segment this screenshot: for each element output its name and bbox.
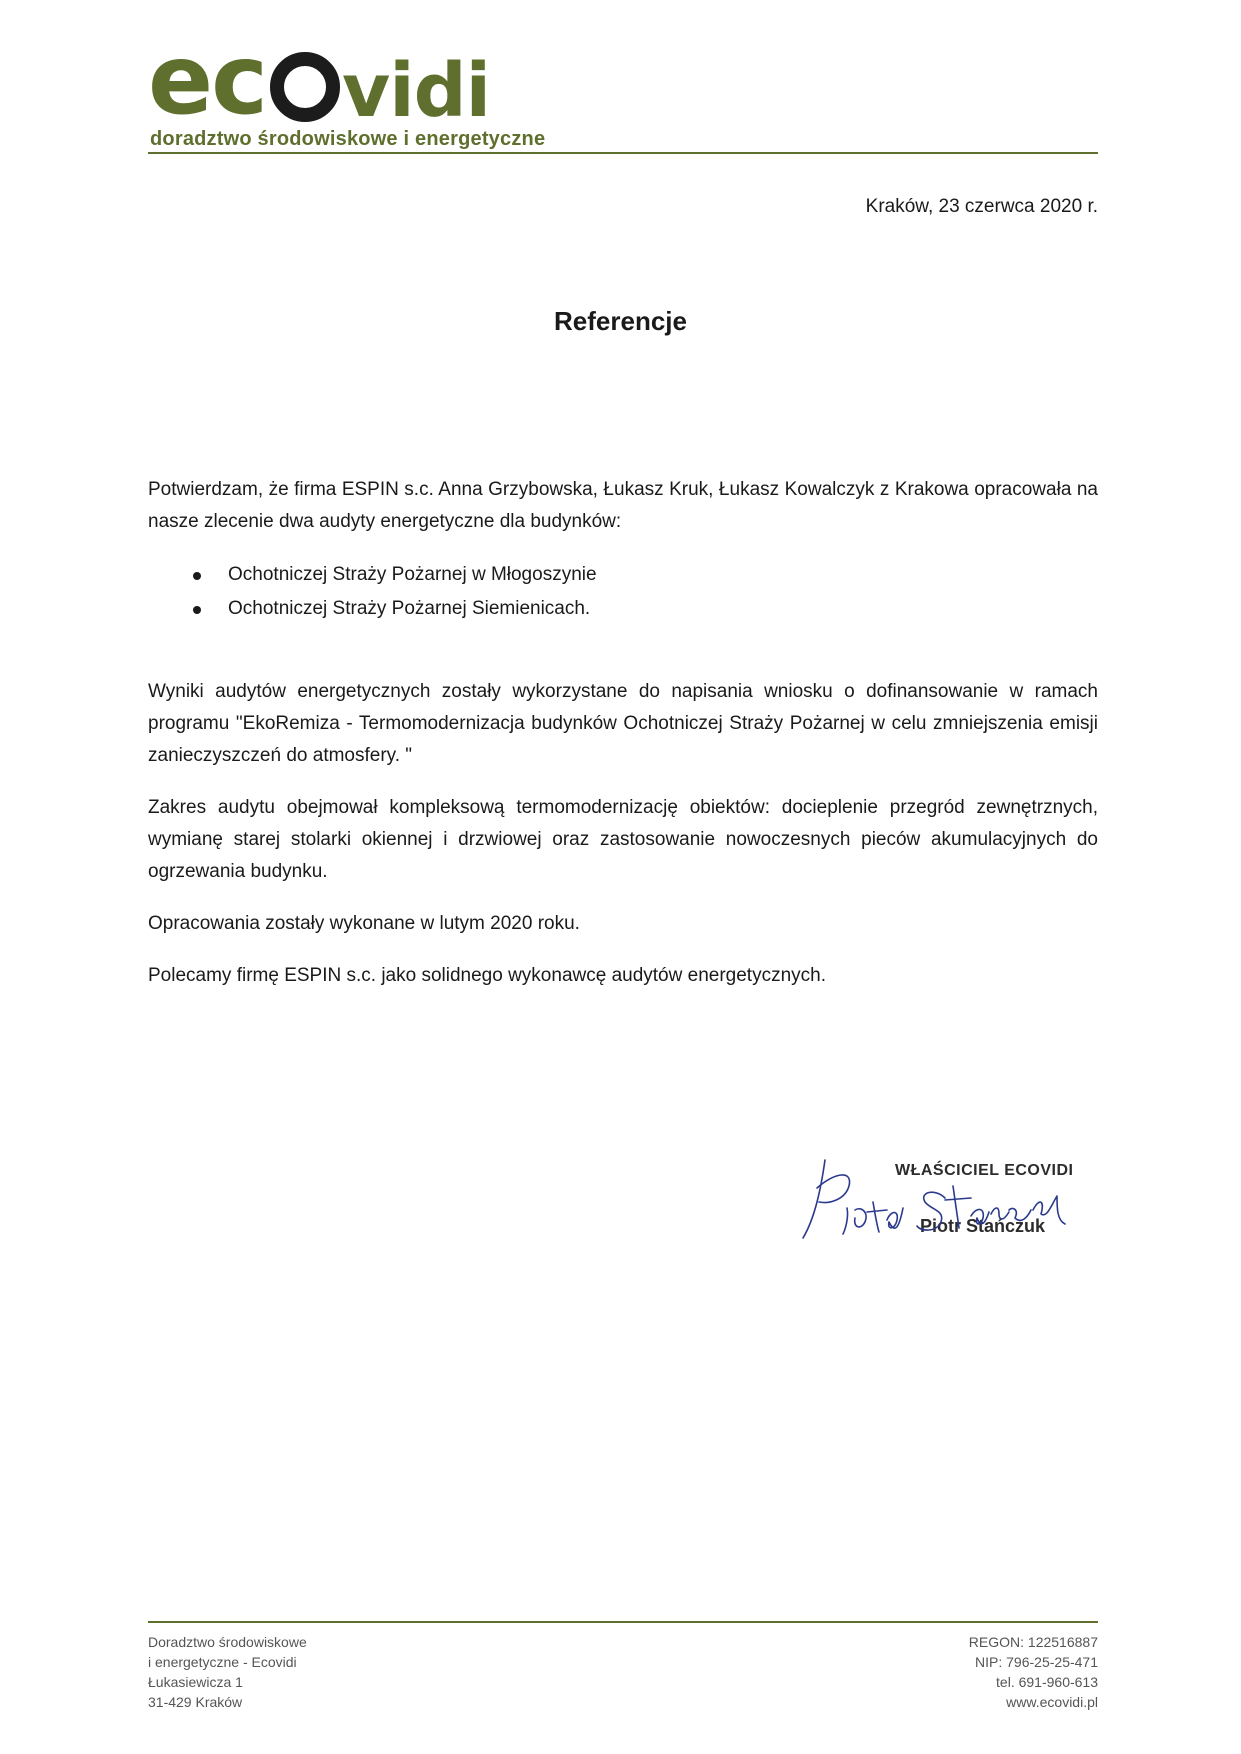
footer-line: 31-429 Kraków: [148, 1694, 243, 1710]
logo-eco-text: ec: [148, 24, 267, 136]
footer-line: i energetyczne - Ecovidi: [148, 1654, 297, 1670]
footer-phone: tel. 691-960-613: [996, 1674, 1098, 1690]
footer-regon: REGON: 122516887: [968, 1634, 1098, 1650]
handwritten-signature-icon: [795, 1148, 1095, 1248]
list-item: [148, 558, 1098, 592]
scope-paragraph: Zakres audytu obejmował kompleksową termomodernizację obiektów: docieplenie przegród zewnętrznych, wymianę starej stolarki okiennej i drzwiowej oraz zastosowanie nowoczesnych pieców akumulacyjnych do ogrzewania budynku.: [148, 797, 1098, 882]
footer-line: Łukasiewicza 1: [148, 1674, 243, 1690]
footer-contact: [969, 1632, 1098, 1712]
footer-website: www.ecovidi.pl: [1006, 1694, 1098, 1710]
results-paragraph: Wyniki audytów energetycznych zostały wykorzystane do napisania wniosku o dofinansowanie w ramach programu "EkoRemiza - Termomodernizacja budynków Ochotniczej Straży Pożarnej w celu zmniejszenia emisji zanieczyszczeń do atmosfery. ": [148, 681, 1098, 766]
letter-body: [148, 474, 1098, 992]
completion-date-paragraph: Opracowania zostały wykonane w lutym 2020 roku.: [148, 913, 580, 934]
list-item-text: Ochotniczej Straży Pożarnej Siemienicach.: [228, 598, 591, 619]
signatory-name: Piotr Stańczuk: [920, 1216, 1046, 1236]
intro-paragraph: Potwierdzam, że firma ESPIN s.c. Anna Grzybowska, Łukasz Kruk, Łukasz Kowalczyk z Krakowa opracowała na nasze zlecenie dwa audyty energetyczne dla budynków:: [148, 479, 1098, 532]
bullet-icon: [193, 572, 201, 580]
bullet-icon: [193, 606, 201, 614]
footer-line: Doradztwo środowiskowe: [148, 1634, 307, 1650]
list-item: [148, 592, 1098, 626]
logo-vidi-text: vidi: [342, 48, 490, 134]
letter-date: Kraków, 23 czerwca 2020 r.: [865, 196, 1098, 217]
signatory-role: WŁAŚCICIEL ECOVIDI: [895, 1162, 1074, 1179]
logo-wordmark: [148, 24, 490, 136]
recommendation-paragraph: Polecamy firmę ESPIN s.c. jako solidnego wykonawcę audytów energetycznych.: [148, 965, 826, 986]
building-list: [148, 558, 1098, 626]
footer-divider: [148, 1621, 1098, 1623]
signature-block: [795, 1148, 1095, 1248]
ecovidi-logo: [148, 24, 568, 158]
list-item-text: Ochotniczej Straży Pożarnej w Młogoszynie: [228, 564, 597, 585]
footer-nip: NIP: 796-25-25-471: [975, 1654, 1098, 1670]
logo-o-ring-icon: [270, 52, 340, 122]
footer-address: [148, 1632, 307, 1712]
letter-title: Referencje: [554, 306, 687, 336]
logo-tagline: doradztwo środowiskowe i energetyczne: [150, 128, 546, 150]
header-divider: [148, 152, 1098, 154]
